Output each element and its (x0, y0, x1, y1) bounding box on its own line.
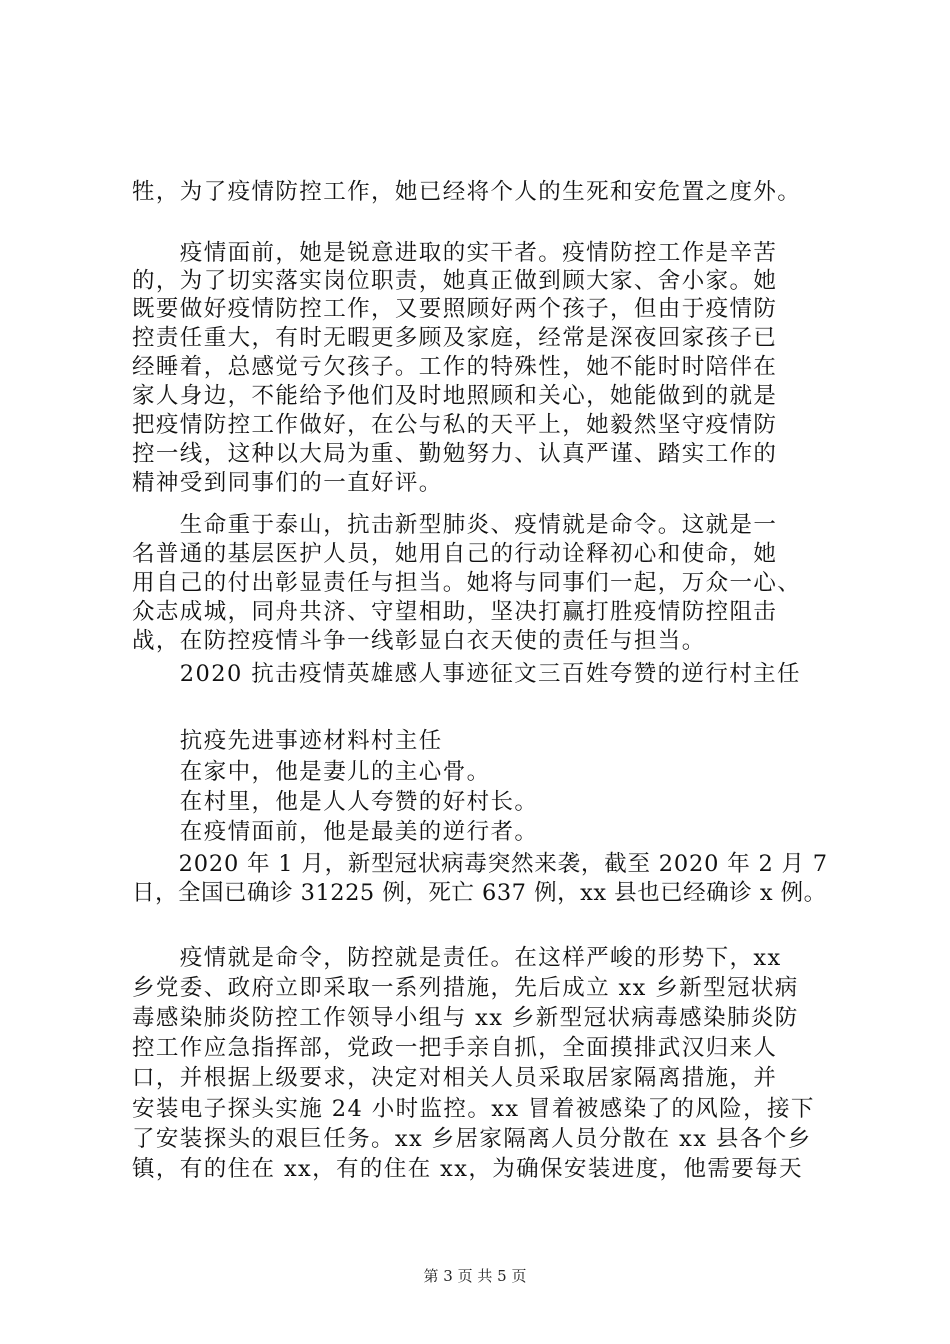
text-line: 精神受到同事们的一直好评。 (132, 470, 443, 496)
text-line: 口，并根据上级要求，决定对相关人员采取居家隔离措施，并 (132, 1065, 778, 1091)
text-line: 控一线，这种以大局为重、勤勉努力、认真严谨、踏实工作的 (132, 441, 778, 467)
text-line: 控责任重大，有时无暇更多顾及家庭，经常是深夜回家孩子已 (132, 325, 778, 351)
page-number: 第 3 页 共 5 页 (423, 1267, 527, 1285)
text-line: 战，在防控疫情斗争一线彰显白衣天使的责任与担当。 (132, 628, 706, 654)
text-line: 用自己的付出彰显责任与担当。她将与同事们一起，万众一心、 (132, 570, 802, 596)
text-line: 在村里，他是人人夸赞的好村长。 (132, 789, 539, 815)
text-line: 牲，为了疫情防控工作，她已经将个人的生死和安危置之度外。 (132, 179, 802, 205)
text-line: 安装电子探头实施 24 小时监控。xx 冒着被感染了的风险，接下 (132, 1096, 815, 1122)
text-line: 日，全国已确诊 31225 例，死亡 637 例，xx 县也已经确诊 x 例。 (132, 880, 827, 906)
text-line: 在疫情面前，他是最美的逆行者。 (132, 819, 539, 845)
text-line: 疫情面前，她是锐意进取的实干者。疫情防控工作是辛苦 (132, 240, 778, 266)
text-line: 镇，有的住在 xx，有的住在 xx，为确保安装进度，他需要每天 (132, 1156, 803, 1182)
text-line: 把疫情防控工作做好，在公与私的天平上，她毅然坚守疫情防 (132, 412, 778, 438)
text-line: 控工作应急指挥部，党政一把手亲自抓，全面摸排武汉归来人 (132, 1035, 778, 1061)
text-line: 乡党委、政府立即采取一系列措施，先后成立 xx 乡新型冠状病 (132, 975, 799, 1001)
text-line: 了安装探头的艰巨任务。xx 乡居家隔离人员分散在 xx 县各个乡 (132, 1126, 812, 1152)
text-line: 的，为了切实落实岗位职责，她真正做到顾大家、舍小家。她 (132, 268, 778, 294)
text-line: 经睡着，总感觉亏欠孩子。工作的特殊性，她不能时时陪伴在 (132, 354, 778, 380)
text-line: 2020 抗击疫情英雄感人事迹征文三百姓夸赞的逆行村主任 (132, 661, 801, 687)
text-line: 家人身边，不能给予他们及时地照顾和关心，她能做到的就是 (132, 383, 778, 409)
text-line: 生命重于泰山，抗击新型肺炎、疫情就是命令。这就是一 (132, 512, 778, 538)
text-line: 抗疫先进事迹材料村主任 (132, 728, 443, 754)
text-line: 在家中，他是妻儿的主心骨。 (132, 759, 491, 785)
text-line: 疫情就是命令，防控就是责任。在这样严峻的形势下，xx (132, 945, 782, 971)
text-line: 毒感染肺炎防控工作领导小组与 xx 乡新型冠状病毒感染肺炎防 (132, 1005, 799, 1031)
text-line: 名普通的基层医护人员，她用自己的行动诠释初心和使命，她 (132, 541, 778, 567)
text-line: 既要做好疫情防控工作，又要照顾好两个孩子，但由于疫情防 (132, 296, 778, 322)
text-line: 众志成城，同舟共济、守望相助，坚决打赢打胜疫情防控阻击 (132, 599, 778, 625)
text-line: 2020 年 1 月，新型冠状病毒突然来袭，截至 2020 年 2 月 7 (132, 851, 828, 877)
